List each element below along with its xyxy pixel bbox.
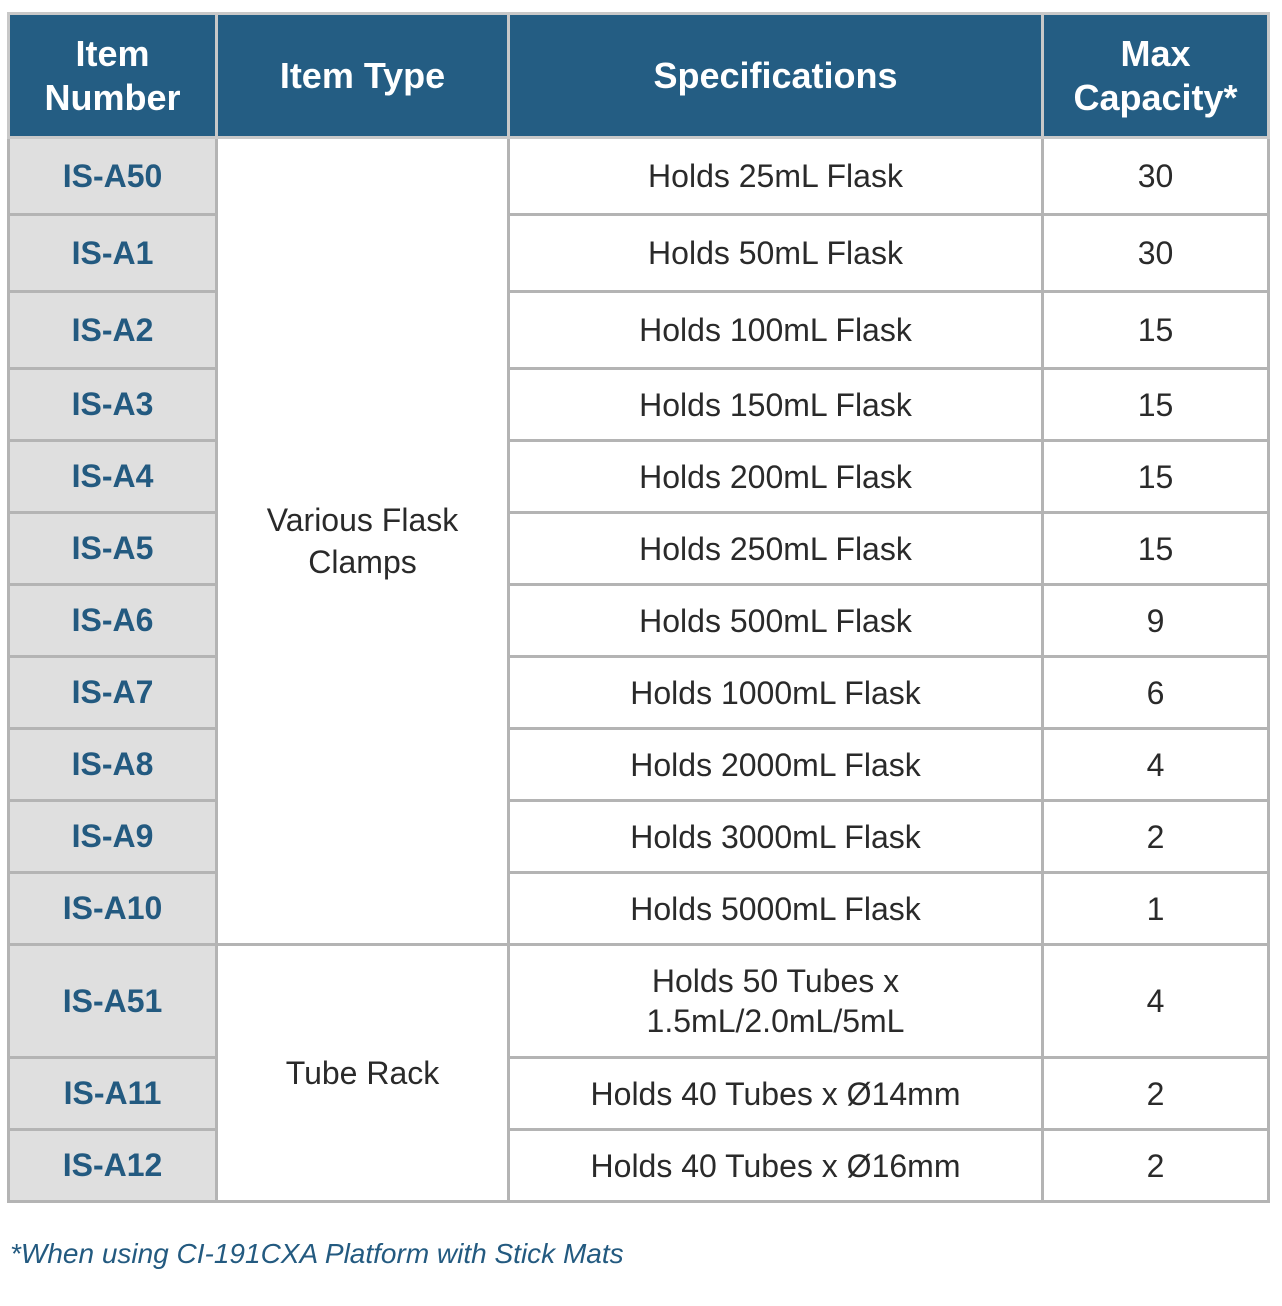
specification-cell: Holds 40 Tubes x Ø14mm bbox=[509, 1058, 1043, 1130]
table-row bbox=[9, 369, 1269, 441]
item-number-cell: IS-A3 bbox=[9, 369, 217, 441]
max-capacity-cell: 2 bbox=[1043, 801, 1269, 873]
max-capacity-cell: 4 bbox=[1043, 945, 1269, 1058]
max-capacity-cell: 15 bbox=[1043, 513, 1269, 585]
item-number-cell: IS-A10 bbox=[9, 873, 217, 945]
specification-cell: Holds 3000mL Flask bbox=[509, 801, 1043, 873]
specification-cell: Holds 40 Tubes x Ø16mm bbox=[509, 1130, 1043, 1202]
max-capacity-cell: 9 bbox=[1043, 585, 1269, 657]
table-row bbox=[9, 873, 1269, 945]
header-item-number: Item Number bbox=[9, 14, 217, 138]
header-item-type: Item Type bbox=[217, 14, 509, 138]
specification-cell: Holds 2000mL Flask bbox=[509, 729, 1043, 801]
footnote: *When using CI-191CXA Platform with Stick Mats bbox=[10, 1238, 624, 1269]
product-spec-table bbox=[7, 12, 1270, 1203]
table-header bbox=[9, 14, 1269, 138]
specification-cell: Holds 25mL Flask bbox=[509, 138, 1043, 215]
table-row bbox=[9, 138, 1269, 215]
max-capacity-cell: 15 bbox=[1043, 369, 1269, 441]
header-max-capacity: Max Capacity* bbox=[1043, 14, 1269, 138]
max-capacity-cell: 15 bbox=[1043, 441, 1269, 513]
item-number-cell: IS-A6 bbox=[9, 585, 217, 657]
item-number-cell: IS-A7 bbox=[9, 657, 217, 729]
table-row bbox=[9, 657, 1269, 729]
table-row bbox=[9, 945, 1269, 1058]
specification-cell: Holds 150mL Flask bbox=[509, 369, 1043, 441]
header-specifications: Specifications bbox=[509, 14, 1043, 138]
max-capacity-cell: 30 bbox=[1043, 138, 1269, 215]
item-type-cell: Tube Rack bbox=[217, 945, 509, 1202]
item-number-cell: IS-A8 bbox=[9, 729, 217, 801]
item-number-cell: IS-A2 bbox=[9, 292, 217, 369]
specification-cell: Holds 200mL Flask bbox=[509, 441, 1043, 513]
max-capacity-cell: 1 bbox=[1043, 873, 1269, 945]
table-row bbox=[9, 729, 1269, 801]
item-number-cell: IS-A51 bbox=[9, 945, 217, 1058]
table-row bbox=[9, 1130, 1269, 1202]
table-row bbox=[9, 513, 1269, 585]
table-body bbox=[9, 138, 1269, 1202]
specification-cell: Holds 100mL Flask bbox=[509, 292, 1043, 369]
table-row bbox=[9, 585, 1269, 657]
max-capacity-cell: 6 bbox=[1043, 657, 1269, 729]
item-number-cell: IS-A5 bbox=[9, 513, 217, 585]
specification-cell: Holds 50mL Flask bbox=[509, 215, 1043, 292]
specification-cell: Holds 250mL Flask bbox=[509, 513, 1043, 585]
max-capacity-cell: 2 bbox=[1043, 1058, 1269, 1130]
specification-cell: Holds 5000mL Flask bbox=[509, 873, 1043, 945]
max-capacity-cell: 15 bbox=[1043, 292, 1269, 369]
specification-cell: Holds 50 Tubes x 1.5mL/2.0mL/5mL bbox=[509, 945, 1043, 1058]
max-capacity-cell: 4 bbox=[1043, 729, 1269, 801]
item-number-cell: IS-A50 bbox=[9, 138, 217, 215]
max-capacity-cell: 30 bbox=[1043, 215, 1269, 292]
table-row bbox=[9, 441, 1269, 513]
item-number-cell: IS-A12 bbox=[9, 1130, 217, 1202]
item-number-cell: IS-A9 bbox=[9, 801, 217, 873]
table-row bbox=[9, 801, 1269, 873]
table-row bbox=[9, 292, 1269, 369]
item-number-cell: IS-A11 bbox=[9, 1058, 217, 1130]
specification-cell: Holds 1000mL Flask bbox=[509, 657, 1043, 729]
item-type-cell: Various Flask Clamps bbox=[217, 138, 509, 945]
item-number-cell: IS-A4 bbox=[9, 441, 217, 513]
item-number-cell: IS-A1 bbox=[9, 215, 217, 292]
max-capacity-cell: 2 bbox=[1043, 1130, 1269, 1202]
specification-cell: Holds 500mL Flask bbox=[509, 585, 1043, 657]
table-row bbox=[9, 1058, 1269, 1130]
table-row bbox=[9, 215, 1269, 292]
